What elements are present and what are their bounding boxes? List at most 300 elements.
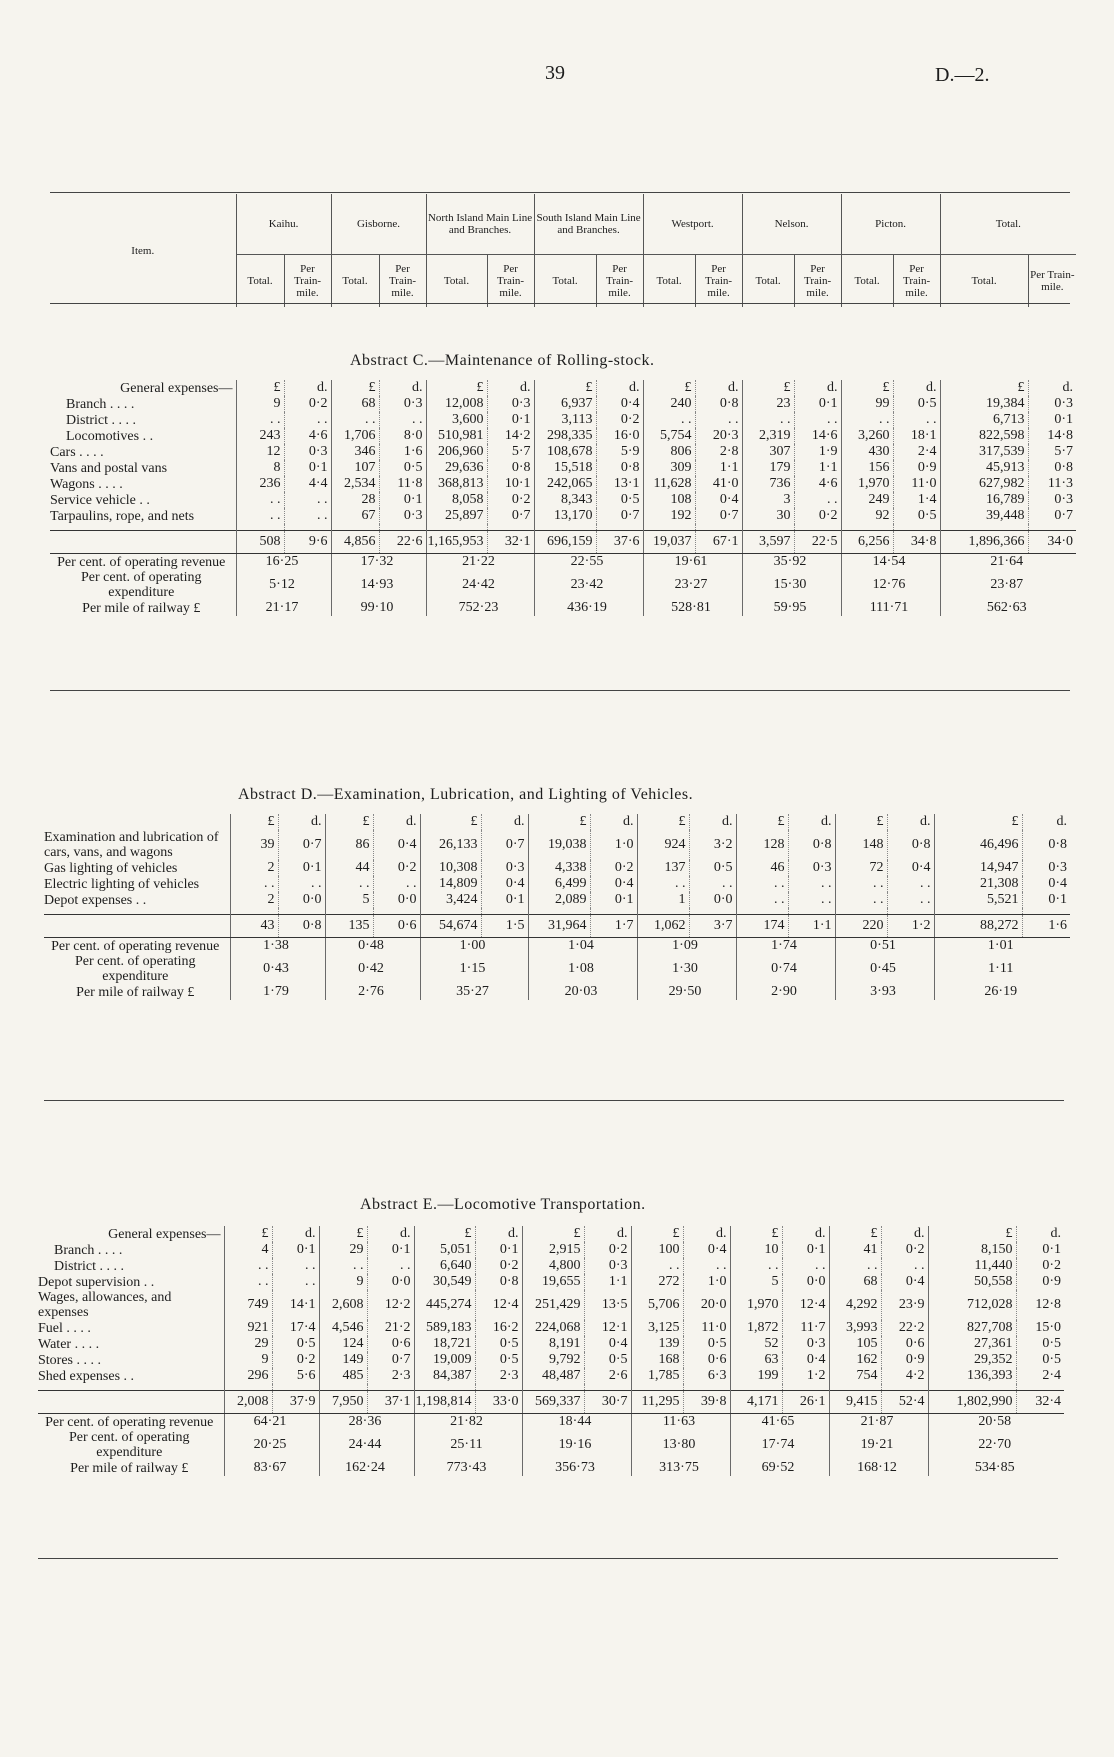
table-cell: . . (788, 892, 835, 908)
subheader-total: Total. (534, 255, 596, 308)
total-cell: 54,674 (420, 915, 481, 938)
table-row (38, 1274, 1064, 1290)
table-cell: . . (730, 1258, 782, 1274)
table-cell: 199 (730, 1368, 782, 1384)
total-cell: 2,008 (224, 1391, 272, 1414)
subheader-total: Total. (426, 255, 487, 308)
table-cell: 6,640 (414, 1258, 475, 1274)
document-reference: D.—2. (935, 64, 990, 86)
table-cell: d. (881, 1226, 928, 1242)
table-cell: 1,970 (841, 476, 893, 492)
table-cell: 0·8 (1048, 837, 1067, 852)
table-cell: 108 (643, 492, 695, 508)
summary-value: 29·50 (637, 984, 736, 1000)
table-cell: 2·3 (475, 1368, 522, 1384)
summary-value: 25·11 (414, 1430, 522, 1460)
page-number: 39 (545, 62, 565, 84)
total-cell: 9,415 (829, 1391, 881, 1414)
summary-value: 14·54 (841, 554, 940, 571)
subheader-total: Total. (643, 255, 695, 308)
table-cell: d. (1050, 1226, 1061, 1241)
table-cell: . . (379, 412, 426, 428)
summary-value: 23·87 (990, 577, 1024, 592)
total-cell: 26·1 (782, 1391, 829, 1414)
table-cell: 12·8 (1035, 1297, 1061, 1312)
total-cell: 43 (230, 915, 278, 938)
table-cell: 0·2 (881, 1242, 928, 1258)
subheader-total: Total. (841, 255, 893, 308)
table-cell: d. (683, 1226, 730, 1242)
table-cell: 6,499 (528, 876, 590, 892)
summary-value: 0·51 (835, 938, 934, 955)
table-cell: 22·2 (881, 1320, 928, 1336)
table-cell: . . (278, 876, 325, 892)
table-cell: 18,721 (414, 1336, 475, 1352)
table-cell: . . (272, 1274, 319, 1290)
subheader-per-train-mile: Per Train-mile. (794, 255, 841, 308)
table-cell: 16·0 (596, 428, 643, 444)
table-cell: d. (782, 1226, 829, 1242)
table-cell: 0·2 (475, 1258, 522, 1274)
summary-value: 0·48 (325, 938, 420, 955)
summary-value: 35·27 (420, 984, 528, 1000)
table-cell: 12·2 (367, 1290, 414, 1320)
total-cell: 19,037 (643, 531, 695, 554)
table-cell: 243 (236, 428, 284, 444)
table-cell: 8,343 (534, 492, 596, 508)
table-cell: 1,872 (730, 1320, 782, 1336)
table-row (38, 1290, 1064, 1320)
table-cell: 52 (730, 1336, 782, 1352)
table-cell: 0·5 (893, 508, 940, 524)
total-cell: 508 (236, 531, 284, 554)
table-cell: . . (236, 508, 284, 524)
table-cell: 4 (224, 1242, 272, 1258)
summary-value: 17·32 (331, 554, 426, 571)
table-cell: 0·9 (1042, 1274, 1061, 1289)
table-cell: 749 (224, 1290, 272, 1320)
total-cell: 22·6 (379, 531, 426, 554)
summary-value: 28·36 (319, 1414, 414, 1431)
table-cell: 3,113 (534, 412, 596, 428)
table-cell: 15·0 (1035, 1320, 1061, 1335)
summary-value: 13·80 (631, 1430, 730, 1460)
total-cell: 0·8 (278, 915, 325, 938)
table-cell: 16,789 (940, 492, 1028, 508)
table-cell: 3,125 (631, 1320, 683, 1336)
table-row (50, 444, 1076, 460)
summary-row-per-mile (38, 1460, 1064, 1476)
table-cell: 16·2 (475, 1320, 522, 1336)
total-cell: 34·0 (1028, 531, 1076, 554)
table-cell: 0·9 (893, 460, 940, 476)
table-cell: 19,655 (522, 1274, 584, 1290)
total-cell: 1,198,814 (414, 1391, 475, 1414)
table-cell: 139 (631, 1336, 683, 1352)
summary-value: 21·87 (829, 1414, 928, 1431)
summary-value: 1·79 (230, 984, 325, 1000)
summary-label: Per mile of railway £ (44, 984, 230, 1000)
summary-value: 69·52 (730, 1460, 829, 1476)
total-cell: 1,802,990 (928, 1391, 1016, 1414)
table-cell: . . (788, 876, 835, 892)
table-cell: d. (695, 380, 742, 396)
table-cell: 827,708 (928, 1320, 1016, 1336)
table-cell: 0·7 (695, 508, 742, 524)
total-row (50, 531, 1076, 554)
summary-value: 22·70 (978, 1437, 1012, 1452)
table-cell: £ (736, 814, 788, 830)
table-cell: 29,352 (928, 1352, 1016, 1368)
table-cell: d. (487, 380, 534, 396)
table-cell: 0·3 (782, 1336, 829, 1352)
table-cell: 5,754 (643, 428, 695, 444)
table-cell: 4,338 (528, 860, 590, 876)
row-label: District . . . . (50, 412, 236, 428)
table-cell: . . (736, 892, 788, 908)
table-cell: 0·1 (794, 396, 841, 412)
total-label-cell (44, 915, 230, 938)
table-cell: 0·4 (590, 876, 637, 892)
table-cell: 2,915 (522, 1242, 584, 1258)
table-cell: 2·6 (584, 1368, 631, 1384)
table-cell: 11·0 (893, 476, 940, 492)
table-cell: 3,600 (426, 412, 487, 428)
group-header-south-island: South Island Main Line and Branches. (534, 194, 643, 255)
table-cell: £ (835, 814, 887, 830)
summary-value: 19·16 (522, 1430, 631, 1460)
table-row (44, 876, 1070, 892)
table-row (44, 830, 1070, 860)
summary-label: Per mile of railway £ (38, 1460, 224, 1476)
summary-row-per-cent-revenue (38, 1414, 1064, 1431)
table-cell: 162 (829, 1352, 881, 1368)
summary-value: 19·21 (829, 1430, 928, 1460)
table-cell: £ (637, 814, 689, 830)
total-cell: 696,159 (534, 531, 596, 554)
abstract-e-table (38, 1226, 1064, 1476)
table-cell: . . (841, 412, 893, 428)
summary-value: 0·42 (325, 954, 420, 984)
table-cell: 9,792 (522, 1352, 584, 1368)
total-cell: 32·1 (487, 531, 534, 554)
table-cell: 249 (841, 492, 893, 508)
abstract-d-end-rule (44, 1100, 1064, 1101)
table-cell: 0·8 (487, 460, 534, 476)
table-cell: 3 (742, 492, 794, 508)
table-cell: £ (426, 380, 487, 396)
summary-value: 773·43 (414, 1460, 522, 1476)
table-row (38, 1352, 1064, 1368)
summary-value: 0·43 (230, 954, 325, 984)
table-cell: 12 (236, 444, 284, 460)
table-cell: 0·7 (1054, 508, 1073, 523)
subheader-per-train-mile: Per Train-mile. (695, 255, 742, 308)
summary-value: 3·93 (835, 984, 934, 1000)
row-label: Wages, allowances, and expenses (38, 1290, 224, 1320)
table-cell: 368,813 (426, 476, 487, 492)
abstract-e-end-rule (38, 1558, 1058, 1559)
table-cell: 2,319 (742, 428, 794, 444)
table-cell: . . (893, 412, 940, 428)
table-cell: d. (367, 1226, 414, 1242)
table-cell: 23 (742, 396, 794, 412)
table-cell: 19,009 (414, 1352, 475, 1368)
table-cell: 0·2 (596, 412, 643, 428)
table-cell: 6,713 (940, 412, 1028, 428)
table-cell: . . (637, 876, 689, 892)
table-cell: 0·3 (487, 396, 534, 412)
summary-label: Per cent. of operating revenue (44, 938, 230, 955)
table-cell: . . (224, 1274, 272, 1290)
total-cell: 569,337 (522, 1391, 584, 1414)
table-cell: 30,549 (414, 1274, 475, 1290)
table-cell: 14,809 (420, 876, 481, 892)
table-cell: 0·5 (683, 1336, 730, 1352)
table-cell: £ (528, 814, 590, 830)
table-cell: £ (325, 814, 373, 830)
table-cell: 5 (325, 892, 373, 908)
table-cell: 2 (230, 860, 278, 876)
summary-row-per-cent-revenue (44, 938, 1070, 955)
table-cell: 485 (319, 1368, 367, 1384)
table-cell: . . (829, 1258, 881, 1274)
table-cell: £ (631, 1226, 683, 1242)
table-cell: 0·8 (887, 830, 934, 860)
table-cell: 30 (742, 508, 794, 524)
table-cell: 9 (319, 1274, 367, 1290)
abstract-c-title: Abstract C.—Maintenance of Rolling-stock. (350, 352, 655, 369)
table-cell: 45,913 (940, 460, 1028, 476)
table-cell: 736 (742, 476, 794, 492)
table-cell: 0·2 (487, 492, 534, 508)
table-cell: 12·4 (475, 1290, 522, 1320)
summary-value: 22·55 (534, 554, 643, 571)
table-cell: 4·2 (881, 1368, 928, 1384)
row-label (44, 814, 230, 830)
table-cell: 0·8 (475, 1274, 522, 1290)
subheader-per-train-mile: Per Train-mile. (487, 255, 534, 308)
table-cell: 0·5 (475, 1336, 522, 1352)
table-cell: 0·3 (379, 508, 426, 524)
table-cell: 1·0 (683, 1274, 730, 1290)
summary-value: 14·93 (331, 570, 426, 600)
summary-label: Per cent. of operating expenditure (44, 954, 230, 984)
summary-value: 21·82 (414, 1414, 522, 1431)
table-cell: 5·7 (487, 444, 534, 460)
table-cell: 224,068 (522, 1320, 584, 1336)
table-cell: 589,183 (414, 1320, 475, 1336)
total-cell: 135 (325, 915, 373, 938)
summary-value: 2·90 (736, 984, 835, 1000)
summary-label: Per mile of railway £ (50, 600, 236, 616)
table-cell: 10·1 (487, 476, 534, 492)
table-cell: 0·1 (487, 412, 534, 428)
table-cell: 0·4 (887, 860, 934, 876)
table-cell: 12,008 (426, 396, 487, 412)
table-cell: 11,440 (928, 1258, 1016, 1274)
table-cell: 2,608 (319, 1290, 367, 1320)
table-cell: 1,706 (331, 428, 379, 444)
summary-label: Per cent. of operating expenditure (38, 1430, 224, 1460)
table-cell: 0·2 (794, 508, 841, 524)
table-cell: 1·9 (794, 444, 841, 460)
total-cell: 1,896,366 (940, 531, 1028, 554)
summary-value: 1·15 (420, 954, 528, 984)
table-cell: 0·3 (1054, 492, 1073, 507)
table-cell: £ (841, 380, 893, 396)
table-row (38, 1320, 1064, 1336)
row-label: General expenses— (50, 380, 236, 396)
table-cell: 0·5 (379, 460, 426, 476)
table-cell: 11·0 (683, 1320, 730, 1336)
group-header-picton: Picton. (841, 194, 940, 255)
table-cell: . . (230, 876, 278, 892)
table-cell: 1·1 (695, 460, 742, 476)
summary-row-per-cent-expenditure (38, 1430, 1064, 1460)
summary-value: 5·12 (236, 570, 331, 600)
table-cell: 1,785 (631, 1368, 683, 1384)
row-label: Branch . . . . (38, 1242, 224, 1258)
table-cell: . . (782, 1258, 829, 1274)
row-label: Vans and postal vans (50, 460, 236, 476)
table-row (50, 412, 1076, 428)
table-cell: 346 (331, 444, 379, 460)
table-cell: 754 (829, 1368, 881, 1384)
table-cell: 4,800 (522, 1258, 584, 1274)
table-cell: 124 (319, 1336, 367, 1352)
table-cell: 1·6 (379, 444, 426, 460)
total-cell: 3,597 (742, 531, 794, 554)
summary-value: 1·30 (637, 954, 736, 984)
total-cell: 37·6 (596, 531, 643, 554)
table-cell: 14·2 (487, 428, 534, 444)
total-cell: 9·6 (284, 531, 331, 554)
table-cell: 108,678 (534, 444, 596, 460)
table-cell: £ (522, 1226, 584, 1242)
summary-value: 313·75 (631, 1460, 730, 1476)
table-cell: 26,133 (420, 830, 481, 860)
table-cell: 2 (230, 892, 278, 908)
total-cell: 39·8 (683, 1391, 730, 1414)
abstract-c-end-rule (50, 690, 1070, 691)
row-label: Tarpaulins, rope, and nets (50, 508, 236, 524)
table-cell: 68 (829, 1274, 881, 1290)
abstract-e-title: Abstract E.—Locomotive Transportation. (360, 1196, 646, 1213)
table-cell: 6,937 (534, 396, 596, 412)
table-cell: d. (373, 814, 420, 830)
table-cell: 430 (841, 444, 893, 460)
summary-row-per-mile (44, 984, 1070, 1000)
table-cell: 0·1 (284, 460, 331, 476)
summary-row-per-cent-expenditure (44, 954, 1070, 984)
table-cell: 136,393 (928, 1368, 1016, 1384)
table-cell: 0·1 (1042, 1242, 1061, 1257)
summary-value: 1·04 (528, 938, 637, 955)
subheader-per-train-mile: Per Train-mile. (284, 255, 331, 308)
summary-value: 12·76 (841, 570, 940, 600)
table-cell: d. (1062, 380, 1073, 395)
table-cell: 92 (841, 508, 893, 524)
table-cell: 21,308 (934, 876, 1022, 892)
total-cell: 0·6 (373, 915, 420, 938)
table-cell: 12·4 (782, 1290, 829, 1320)
table-cell: d. (272, 1226, 319, 1242)
table-cell: d. (1056, 814, 1067, 829)
table-cell: £ (643, 380, 695, 396)
total-cell: 3·7 (689, 915, 736, 938)
table-row (38, 1258, 1064, 1274)
table-cell: £ (934, 814, 1022, 830)
summary-value: 1·11 (988, 961, 1014, 976)
table-cell: . . (689, 876, 736, 892)
table-cell: 128 (736, 830, 788, 860)
table-cell: . . (695, 412, 742, 428)
subheader-total: Total. (331, 255, 379, 308)
table-cell: 0·6 (683, 1352, 730, 1368)
table-cell: 0·4 (481, 876, 528, 892)
table-cell: 86 (325, 830, 373, 860)
table-cell: £ (230, 814, 278, 830)
table-cell: 0·1 (1054, 412, 1073, 427)
table-cell: 9 (224, 1352, 272, 1368)
table-cell: 2,089 (528, 892, 590, 908)
table-cell: 3,424 (420, 892, 481, 908)
table-cell: 2·4 (1042, 1368, 1061, 1383)
table-cell: 0·4 (1048, 876, 1067, 891)
table-cell: 0·4 (695, 492, 742, 508)
table-cell: 2·4 (893, 444, 940, 460)
table-cell: 14·6 (794, 428, 841, 444)
table-cell: 72 (835, 860, 887, 876)
table-cell: 298,335 (534, 428, 596, 444)
total-label-cell (38, 1391, 224, 1414)
table-cell: 41·0 (695, 476, 742, 492)
table-cell: . . (284, 492, 331, 508)
table-cell: 39 (230, 830, 278, 860)
table-row (38, 1242, 1064, 1258)
table-cell: 63 (730, 1352, 782, 1368)
table-cell: 4·6 (284, 428, 331, 444)
total-cell: 1·5 (481, 915, 528, 938)
table-cell: . . (835, 876, 887, 892)
total-cell: 52·4 (881, 1391, 928, 1414)
group-header-nelson: Nelson. (742, 194, 841, 255)
row-label: Gas lighting of vehicles (44, 860, 230, 876)
subheader-per-train-mile: Per Train-mile. (893, 255, 940, 308)
table-cell: 4,292 (829, 1290, 881, 1320)
summary-value: 162·24 (319, 1460, 414, 1476)
table-cell: 13·1 (596, 476, 643, 492)
table-cell: . . (881, 1258, 928, 1274)
table-cell: 0·4 (373, 830, 420, 860)
table-cell: 0·1 (278, 860, 325, 876)
table-cell: 105 (829, 1336, 881, 1352)
summary-value: 41·65 (730, 1414, 829, 1431)
table-cell: 5·7 (1054, 444, 1073, 459)
summary-value: 35·92 (742, 554, 841, 571)
total-cell: 1·7 (590, 915, 637, 938)
table-cell: . . (794, 412, 841, 428)
table-cell: . . (367, 1258, 414, 1274)
summary-value: 752·23 (426, 600, 534, 616)
table-cell: 0·0 (782, 1274, 829, 1290)
table-cell: 0·3 (1048, 860, 1067, 875)
table-row (50, 492, 1076, 508)
total-cell: 33·0 (475, 1391, 522, 1414)
table-cell: d. (596, 380, 643, 396)
row-label: District . . . . (38, 1258, 224, 1274)
